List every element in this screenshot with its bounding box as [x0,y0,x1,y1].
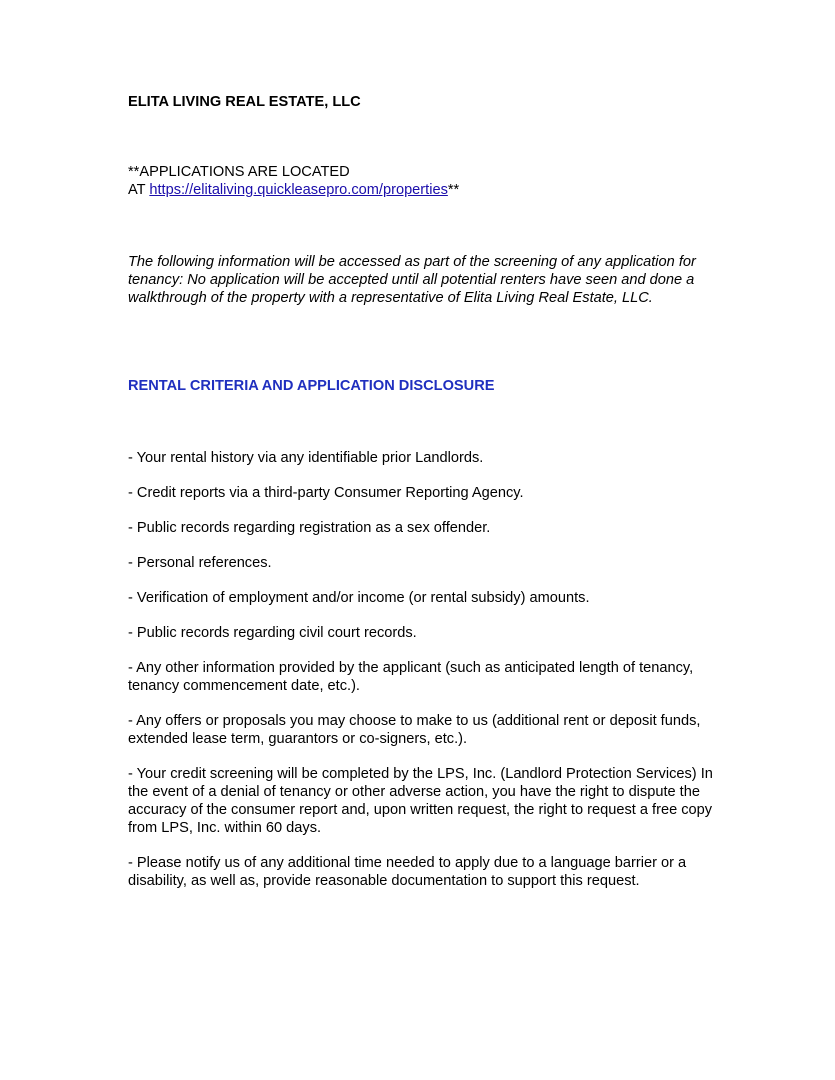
criteria-item: - Personal references. [128,555,272,571]
applications-notice-suffix: ** [447,182,460,198]
applications-notice-line1: **APPLICATIONS ARE LOCATED [128,164,350,180]
applications-notice [128,163,723,199]
criteria-item: - Please notify us of any additional time needed to apply due to a language barrier or a disability, as well as, provide reasonable documentation to support this request. [128,855,687,889]
applications-notice-prefix: AT [128,182,150,198]
criteria-item: - Credit reports via a third-party Consumer Reporting Agency. [128,485,524,501]
company-name: ELITA LIVING REAL ESTATE, LLC [128,94,361,110]
criteria-item: - Your credit screening will be completed by the LPS, Inc. (Landlord Protection Services) In the event of a denial of tenancy or other adverse action, you have the right to dispute the accuracy of the consumer report and, upon written request, the right to request a free copy from LPS, Inc. within 60 days. [128,766,713,836]
criteria-list [128,449,723,907]
criteria-item: - Your rental history via any identifiable prior Landlords. [128,450,484,466]
criteria-item: - Public records regarding registration as a sex offender. [128,520,491,536]
criteria-item: - Any offers or proposals you may choose to make to us (additional rent or deposit funds, extended lease term, guarantors or co-signers, etc.). [128,713,701,747]
applications-link[interactable]: https://elitaliving.quickleasepro.com/properties [149,182,448,198]
criteria-item: - Any other information provided by the applicant (such as anticipated length of tenancy, tenancy commencement date, etc.). [128,660,694,694]
criteria-item: - Verification of employment and/or income (or rental subsidy) amounts. [128,590,590,606]
section-title: RENTAL CRITERIA AND APPLICATION DISCLOSURE [128,378,495,394]
screening-intro: The following information will be accessed as part of the screening of any application for tenancy: No application will be accepted until all potential renters have seen and done a walkthrough of the property with a representative of Elita Living Real Estate, LLC. [128,254,696,306]
criteria-item: - Public records regarding civil court records. [128,625,417,641]
